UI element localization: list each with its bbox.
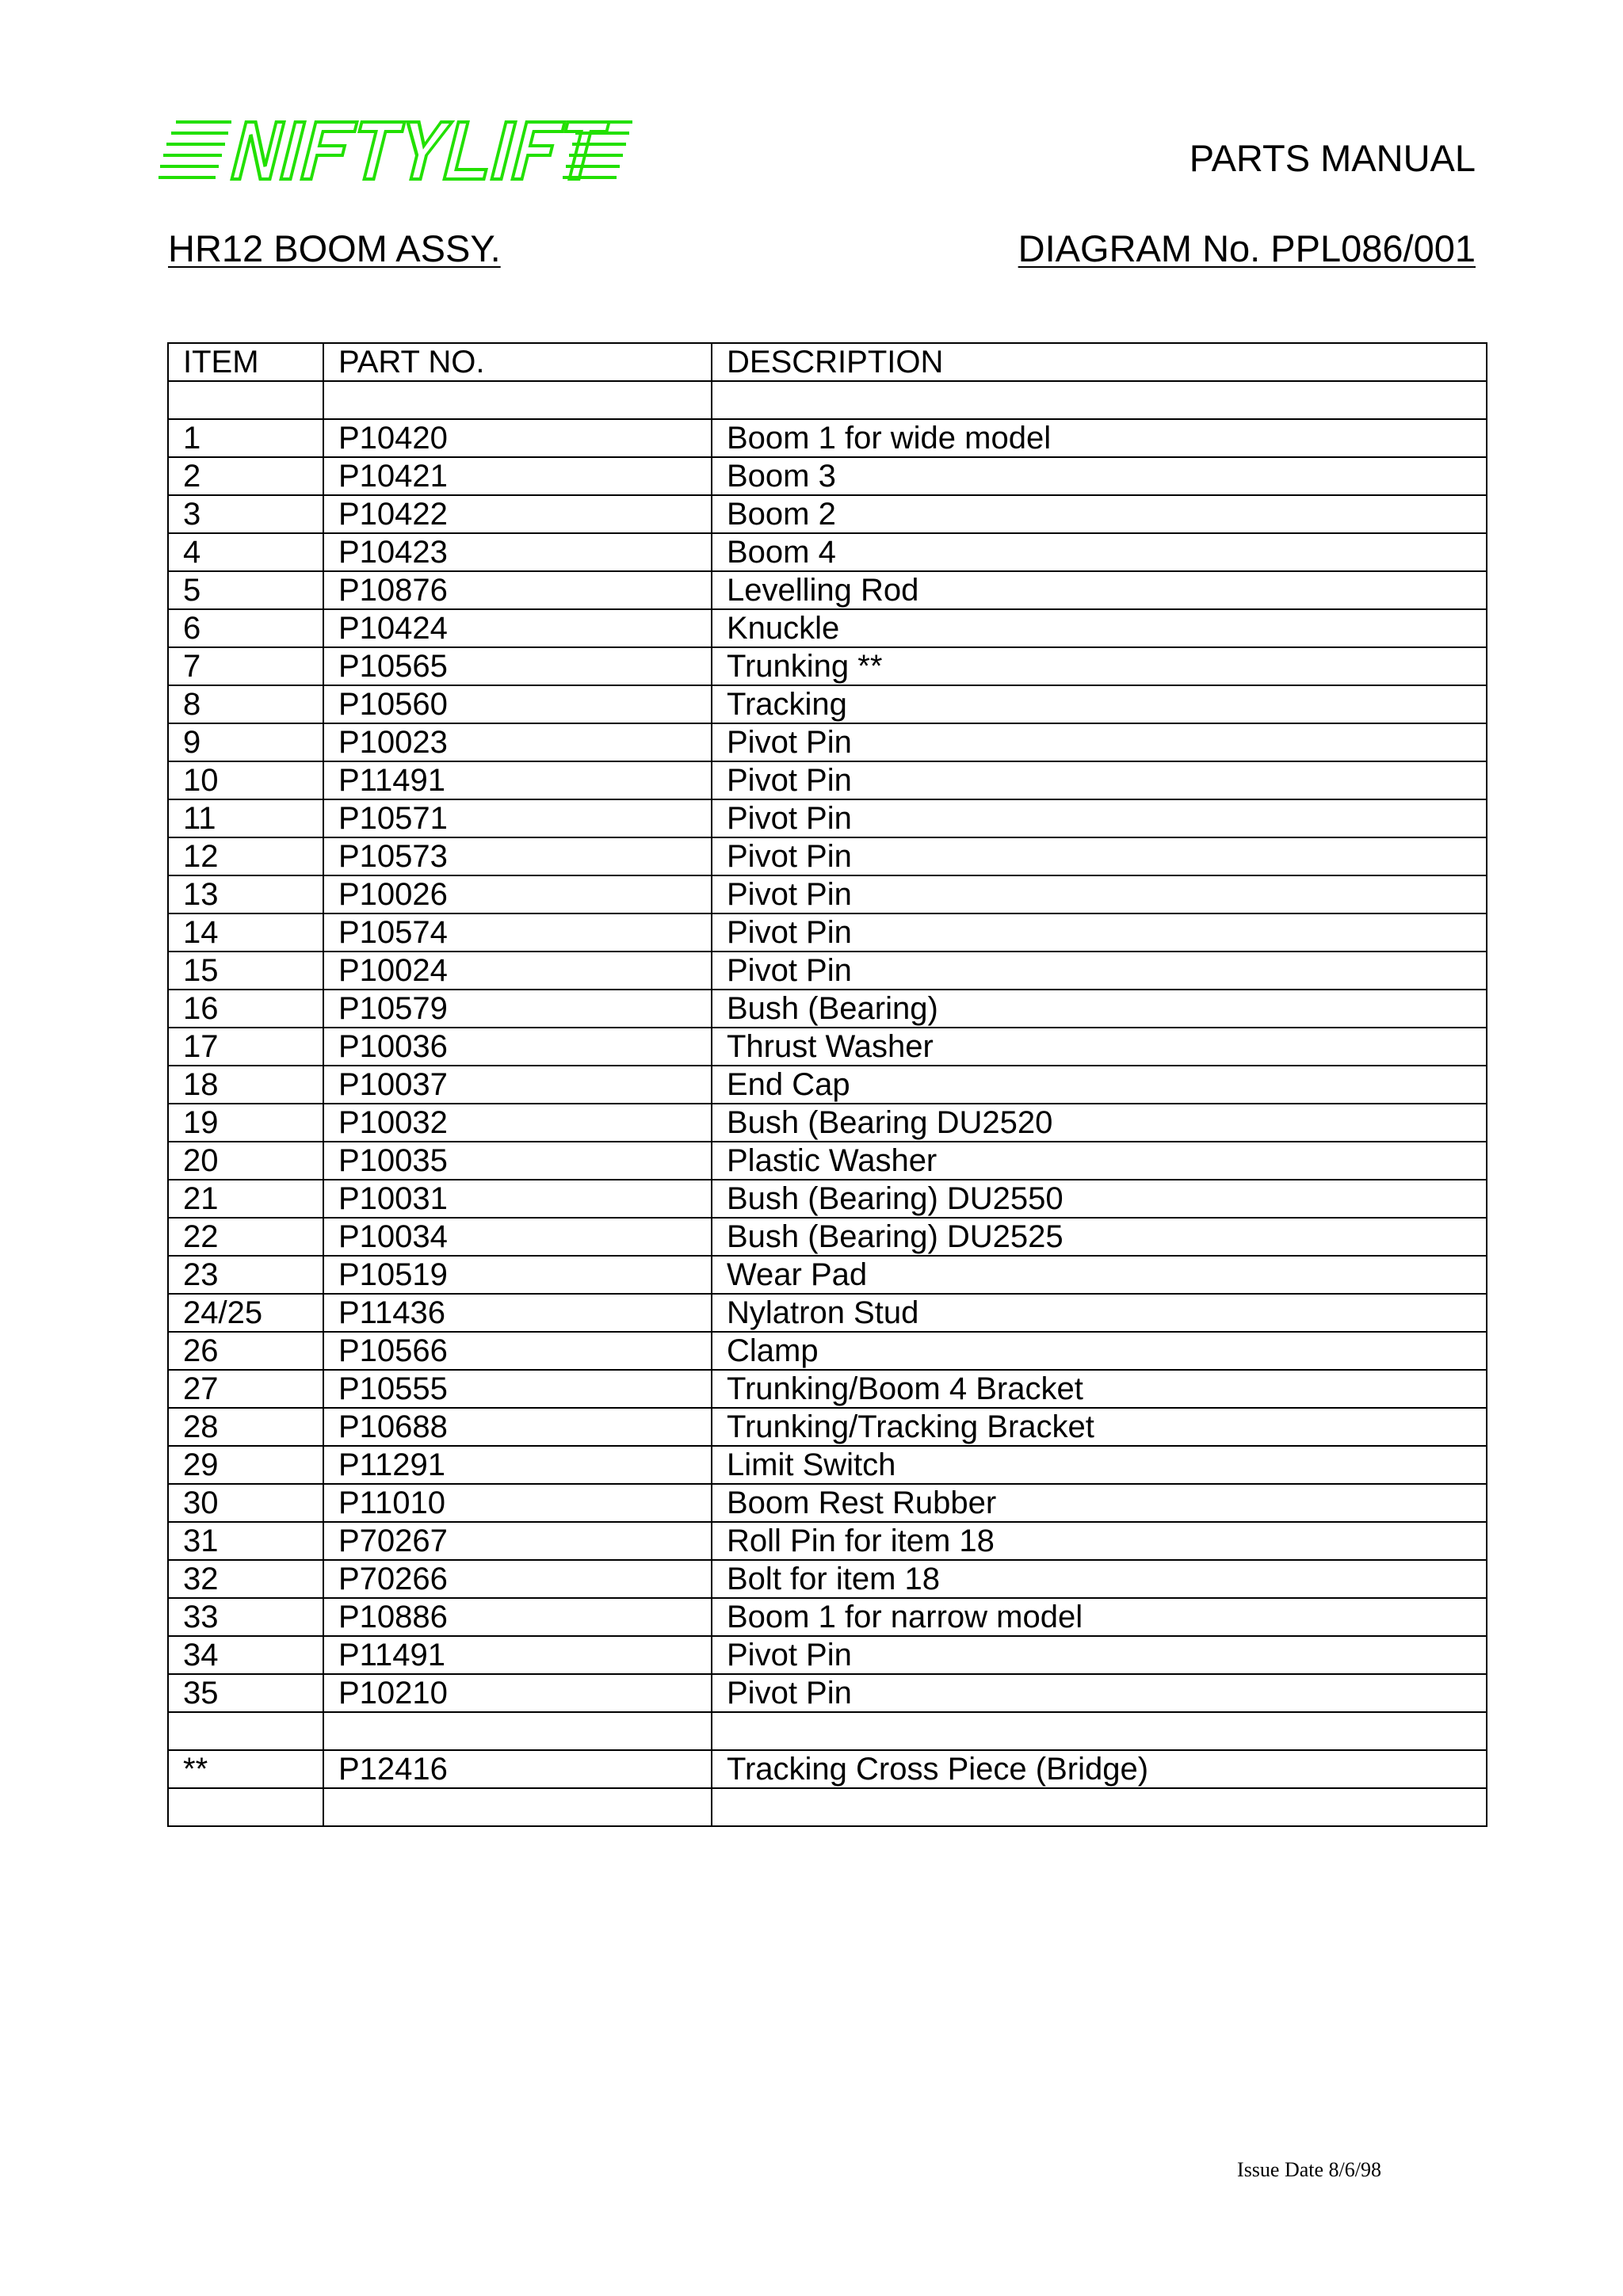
description-cell: Boom 1 for narrow model	[712, 1598, 1487, 1636]
part-number-cell: P12416	[323, 1750, 712, 1788]
table-row	[168, 1598, 1487, 1636]
item-cell: 19	[168, 1104, 323, 1142]
description-cell: Pivot Pin	[712, 723, 1487, 761]
description-cell: Wear Pad	[712, 1256, 1487, 1294]
table-row	[168, 875, 1487, 913]
description-cell: Bolt for item 18	[712, 1560, 1487, 1598]
description-cell: Levelling Rod	[712, 571, 1487, 609]
description-cell: Pivot Pin	[712, 913, 1487, 952]
description-cell: Boom Rest Rubber	[712, 1484, 1487, 1522]
part-number-cell: P10036	[323, 1028, 712, 1066]
item-cell: 20	[168, 1142, 323, 1180]
description-cell: Plastic Washer	[712, 1142, 1487, 1180]
item-cell	[168, 1712, 323, 1750]
part-number-cell: P10555	[323, 1370, 712, 1408]
table-row	[168, 1104, 1487, 1142]
item-cell: 29	[168, 1446, 323, 1484]
description-cell: Boom 2	[712, 495, 1487, 533]
diagram-number: DIAGRAM No. PPL086/001	[1018, 227, 1476, 269]
parts-table	[167, 342, 1487, 1827]
table-row	[168, 990, 1487, 1028]
description-cell: End Cap	[712, 1066, 1487, 1104]
table-row	[168, 609, 1487, 647]
description-cell: Boom 4	[712, 533, 1487, 571]
table-row	[168, 1370, 1487, 1408]
part-number-cell: P11491	[323, 1636, 712, 1674]
table-row	[168, 837, 1487, 875]
item-cell: 32	[168, 1560, 323, 1598]
item-cell: 33	[168, 1598, 323, 1636]
table-row	[168, 1142, 1487, 1180]
table-row	[168, 1180, 1487, 1218]
item-cell: 34	[168, 1636, 323, 1674]
description-cell: Pivot Pin	[712, 952, 1487, 990]
table-row	[168, 1446, 1487, 1484]
table-row	[168, 1712, 1487, 1750]
item-cell: 24/25	[168, 1294, 323, 1332]
table-row	[168, 457, 1487, 495]
table-row	[168, 1256, 1487, 1294]
description-cell: Bush (Bearing) DU2550	[712, 1180, 1487, 1218]
item-cell	[168, 381, 323, 419]
description-cell: Boom 1 for wide model	[712, 419, 1487, 457]
part-number-cell: P10565	[323, 647, 712, 685]
part-number-cell: P10519	[323, 1256, 712, 1294]
item-cell: 15	[168, 952, 323, 990]
part-number-cell: P10566	[323, 1332, 712, 1370]
description-cell: Pivot Pin	[712, 1674, 1487, 1712]
item-cell: 14	[168, 913, 323, 952]
table-row	[168, 419, 1487, 457]
description-cell	[712, 381, 1487, 419]
description-cell: Trunking/Boom 4 Bracket	[712, 1370, 1487, 1408]
table-row	[168, 952, 1487, 990]
table-row	[168, 1788, 1487, 1826]
table-header-row	[168, 343, 1487, 381]
item-cell: 30	[168, 1484, 323, 1522]
part-number-cell: P10886	[323, 1598, 712, 1636]
item-cell: 9	[168, 723, 323, 761]
description-cell: Pivot Pin	[712, 837, 1487, 875]
table-row	[168, 571, 1487, 609]
item-cell: 27	[168, 1370, 323, 1408]
part-number-cell: P10574	[323, 913, 712, 952]
item-cell: 22	[168, 1218, 323, 1256]
part-number-cell: P10424	[323, 609, 712, 647]
item-cell: 7	[168, 647, 323, 685]
description-cell: Pivot Pin	[712, 799, 1487, 837]
part-number-cell: P10420	[323, 419, 712, 457]
part-number-cell: P70266	[323, 1560, 712, 1598]
part-number-cell: P10421	[323, 457, 712, 495]
item-cell: 12	[168, 837, 323, 875]
table-row	[168, 1408, 1487, 1446]
part-number-cell: P10031	[323, 1180, 712, 1218]
table-row	[168, 1484, 1487, 1522]
description-cell: Pivot Pin	[712, 875, 1487, 913]
table-row	[168, 1674, 1487, 1712]
table-row	[168, 1560, 1487, 1598]
description-cell: Bush (Bearing) DU2525	[712, 1218, 1487, 1256]
part-number-cell: P10423	[323, 533, 712, 571]
table-row	[168, 495, 1487, 533]
description-cell: Bush (Bearing)	[712, 990, 1487, 1028]
description-cell	[712, 1788, 1487, 1826]
description-cell	[712, 1712, 1487, 1750]
table-row	[168, 913, 1487, 952]
description-cell: Limit Switch	[712, 1446, 1487, 1484]
part-number-cell: P10573	[323, 837, 712, 875]
description-cell: Boom 3	[712, 457, 1487, 495]
column-header-item: ITEM	[168, 343, 323, 381]
part-number-cell: P10037	[323, 1066, 712, 1104]
description-cell: Clamp	[712, 1332, 1487, 1370]
part-number-cell: P10422	[323, 495, 712, 533]
document-type: PARTS MANUAL	[1189, 137, 1476, 179]
description-cell: Nylatron Stud	[712, 1294, 1487, 1332]
item-cell: **	[168, 1750, 323, 1788]
part-number-cell	[323, 1788, 712, 1826]
item-cell: 28	[168, 1408, 323, 1446]
part-number-cell: P10032	[323, 1104, 712, 1142]
description-cell: Bush (Bearing DU2520	[712, 1104, 1487, 1142]
table-row	[168, 1750, 1487, 1788]
item-cell: 31	[168, 1522, 323, 1560]
item-cell: 4	[168, 533, 323, 571]
part-number-cell: P11010	[323, 1484, 712, 1522]
description-cell: Trunking **	[712, 647, 1487, 685]
item-cell: 3	[168, 495, 323, 533]
assembly-title: HR12 BOOM ASSY.	[168, 227, 501, 269]
table-row	[168, 685, 1487, 723]
table-row	[168, 1218, 1487, 1256]
item-cell	[168, 1788, 323, 1826]
item-cell: 11	[168, 799, 323, 837]
part-number-cell: P11436	[323, 1294, 712, 1332]
issue-date: Issue Date 8/6/98	[1237, 2158, 1381, 2181]
part-number-cell: P10026	[323, 875, 712, 913]
part-number-cell: P10034	[323, 1218, 712, 1256]
table-row	[168, 1332, 1487, 1370]
part-number-cell: P10560	[323, 685, 712, 723]
item-cell: 21	[168, 1180, 323, 1218]
item-cell: 23	[168, 1256, 323, 1294]
column-header-description: DESCRIPTION	[712, 343, 1487, 381]
item-cell: 10	[168, 761, 323, 799]
table-row	[168, 381, 1487, 419]
part-number-cell: P11291	[323, 1446, 712, 1484]
table-row	[168, 647, 1487, 685]
table-row	[168, 533, 1487, 571]
part-number-cell: P10688	[323, 1408, 712, 1446]
part-number-cell: P10210	[323, 1674, 712, 1712]
part-number-cell: P10023	[323, 723, 712, 761]
table-row	[168, 1636, 1487, 1674]
description-cell: Thrust Washer	[712, 1028, 1487, 1066]
item-cell: 8	[168, 685, 323, 723]
table-row	[168, 1066, 1487, 1104]
item-cell: 35	[168, 1674, 323, 1712]
item-cell: 6	[168, 609, 323, 647]
description-cell: Tracking	[712, 685, 1487, 723]
part-number-cell: P70267	[323, 1522, 712, 1560]
description-cell: Roll Pin for item 18	[712, 1522, 1487, 1560]
description-cell: Pivot Pin	[712, 761, 1487, 799]
table-row	[168, 723, 1487, 761]
item-cell: 2	[168, 457, 323, 495]
table-row	[168, 1028, 1487, 1066]
item-cell: 13	[168, 875, 323, 913]
table-row	[168, 799, 1487, 837]
niftylift-logo	[158, 117, 634, 184]
description-cell: Trunking/Tracking Bracket	[712, 1408, 1487, 1446]
item-cell: 18	[168, 1066, 323, 1104]
parts-table-body	[168, 381, 1487, 1826]
table-row	[168, 1522, 1487, 1560]
part-number-cell: P10876	[323, 571, 712, 609]
description-cell: Tracking Cross Piece (Bridge)	[712, 1750, 1487, 1788]
item-cell: 5	[168, 571, 323, 609]
description-cell: Knuckle	[712, 609, 1487, 647]
part-number-cell: P10571	[323, 799, 712, 837]
item-cell: 26	[168, 1332, 323, 1370]
description-cell: Pivot Pin	[712, 1636, 1487, 1674]
item-cell: 1	[168, 419, 323, 457]
part-number-cell: P11491	[323, 761, 712, 799]
part-number-cell	[323, 381, 712, 419]
part-number-cell: P10035	[323, 1142, 712, 1180]
table-row	[168, 1294, 1487, 1332]
column-header-part-no: PART NO.	[323, 343, 712, 381]
item-cell: 16	[168, 990, 323, 1028]
item-cell: 17	[168, 1028, 323, 1066]
part-number-cell: P10579	[323, 990, 712, 1028]
part-number-cell	[323, 1712, 712, 1750]
table-row	[168, 761, 1487, 799]
part-number-cell: P10024	[323, 952, 712, 990]
